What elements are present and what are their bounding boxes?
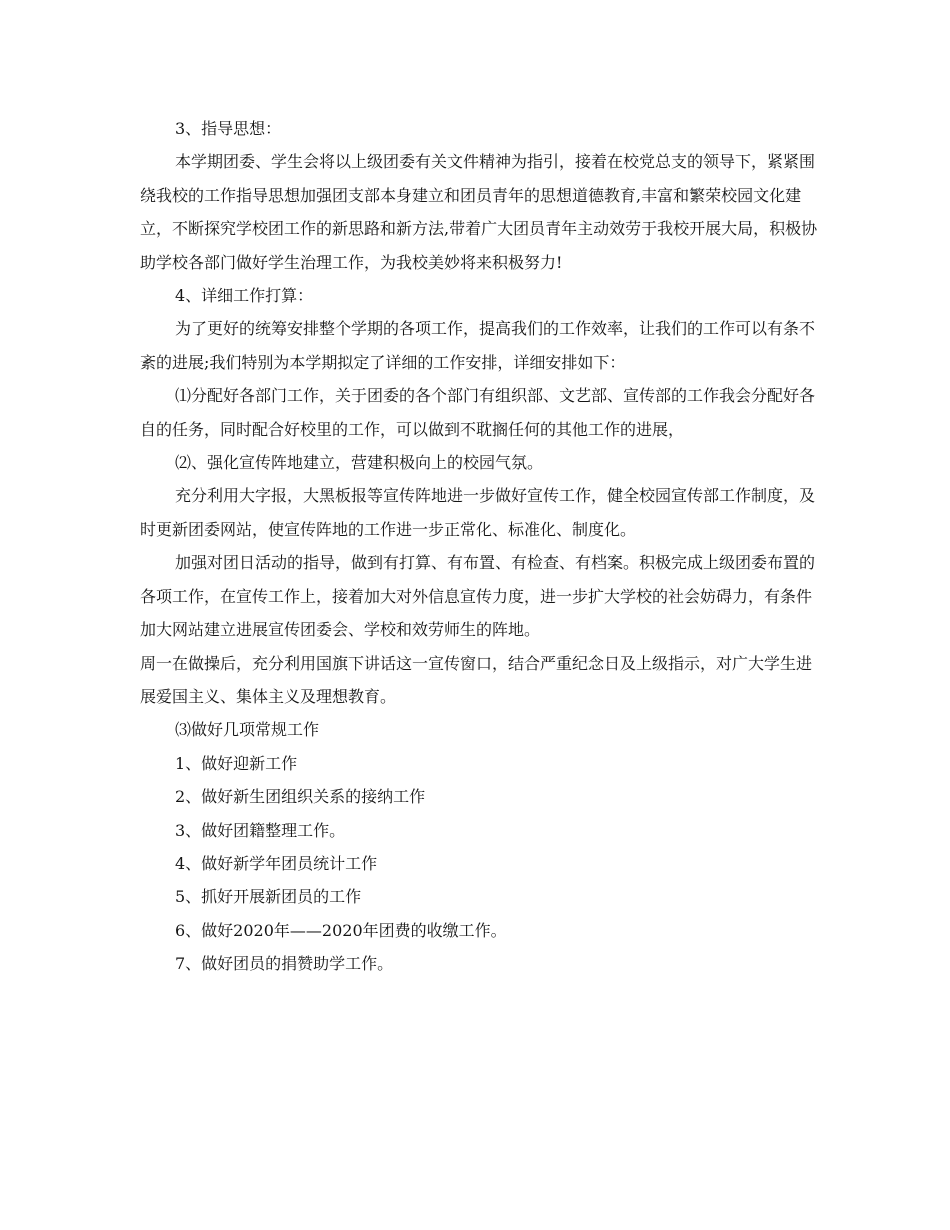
document-body xyxy=(140,112,825,981)
heading-work-plan: 4、详细工作打算： xyxy=(175,286,314,306)
list-item-6: 6、做好2020年——2020年团费的收缴工作。 xyxy=(175,920,507,940)
paragraph-league-day-guidance: 加强对团日活动的指导，做到有打算、有布置、有检查、有档案。积极完成上级团委布置的各项工作，在宣传工作上，接着加大对外信息宣传力度，进一步扩大学校的社会妨碍力，有条件加大网站建立进展宣传团委会、学校和效劳师生的阵地。 xyxy=(140,553,816,640)
list-item-3: 3、做好团籍整理工作。 xyxy=(175,820,346,840)
list-item-4: 4、做好新学年团员统计工作 xyxy=(175,853,378,873)
paragraph-publicity-work: 充分利用大字报，大黑板报等宣传阵地进一步做好宣传工作，健全校园宣传部工作制度，及时更新团委网站，使宣传阵地的工作进一步正常化、标准化、制度化。 xyxy=(140,486,816,539)
paragraph-work-plan-intro: 为了更好的统筹安排整个学期的各项工作，提高我们的工作效率，让我们的工作可以有条不紊的进展;我们特别为本学期拟定了详细的工作安排，详细安排如下： xyxy=(140,319,816,372)
heading-guiding-ideology: 3、指导思想： xyxy=(175,119,282,138)
list-item-2: 2、做好新生团组织关系的接纳工作 xyxy=(175,787,426,807)
paragraph-department-assignment: ⑴分配好各部门工作，关于团委的各个部门有组织部、文艺部、宣传部的工作我会分配好各自的任务，同时配合好校里的工作，可以做到不耽搁任何的其他工作的进展， xyxy=(140,386,816,439)
paragraph-guiding-ideology: 本学期团委、学生会将以上级团委有关文件精神为指引，接着在校党总支的领导下，紧紧围绕我校的工作指导思想加强团支部本身建立和团员青年的思想道德教育,丰富和繁荣校园文化建立，不断探究学校团工作的新思路和新方法,带着广大团员青年主动效劳于我校开展大局，积极协助学校各部门做好学生治理工作，为我校美妙将来积极努力! xyxy=(140,152,818,272)
paragraph-publicity-heading: ⑵、强化宣传阵地建立，营建积极向上的校园气氛。 xyxy=(175,453,544,473)
list-item-5: 5、抓好开展新团员的工作 xyxy=(175,887,362,907)
heading-routine-work: ⑶做好几项常规工作 xyxy=(175,720,320,740)
paragraph-monday-flag-speech: 周一在做操后，充分利用国旗下讲话这一宣传窗口，结合严重纪念日及上级指示，对广大学生进展爱国主义、集体主义及理想教育。 xyxy=(140,653,813,706)
list-item-1: 1、做好迎新工作 xyxy=(175,753,298,773)
list-item-7: 7、做好团员的捐赞助学工作。 xyxy=(175,954,394,974)
